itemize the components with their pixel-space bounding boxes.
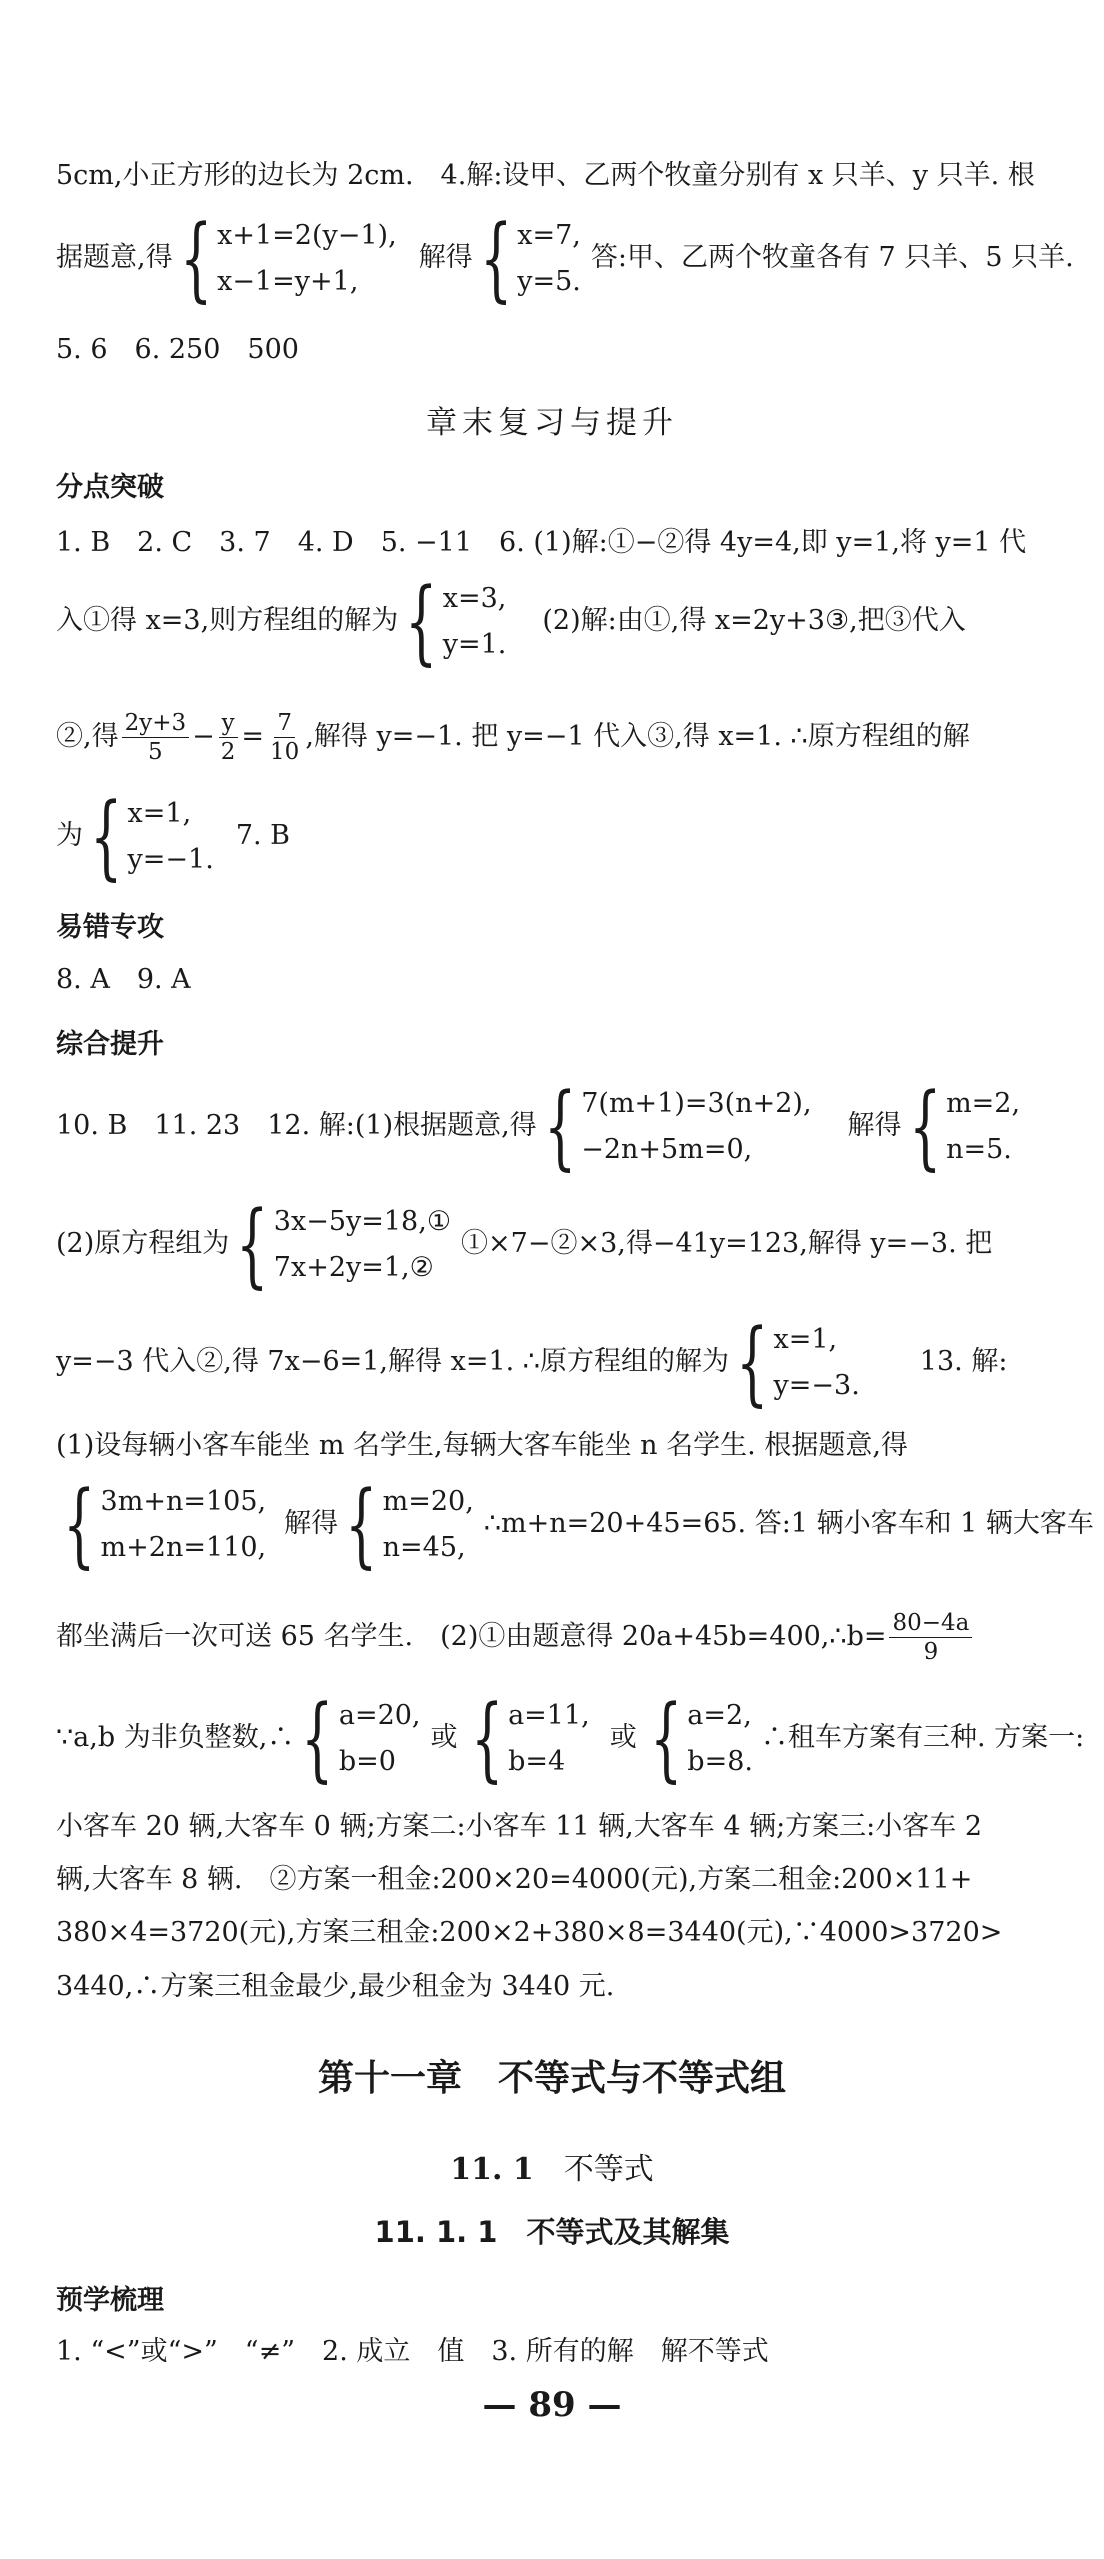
text-line-6	[56, 567, 966, 675]
equation-row: x=1,	[773, 1323, 838, 1355]
equation-row: n=45,	[382, 1531, 466, 1563]
text-line-15: (1)设每辆小客车能坐 m 名学生,每辆大客车能坐 n 名学生. 根据题意,得	[56, 1430, 908, 1461]
heading-yicuo: 易错专攻	[56, 912, 164, 943]
page-number: — 89 —	[482, 2385, 622, 2425]
fraction-denominator: 5	[148, 739, 163, 765]
equation-row: b=8.	[687, 1745, 753, 1777]
equation-row: a=20,	[338, 1699, 421, 1731]
text-segment: 解得	[847, 1110, 902, 1141]
equation-row: 3x−5y=18,①	[273, 1205, 452, 1237]
text-line-14	[56, 1308, 1008, 1416]
equation-system: { x=3, y=1.	[405, 567, 507, 675]
text-segment: 都坐满后一次可送 65 名学生. (2)①由题意得 20a+45b=400,∴b=	[56, 1621, 887, 1652]
text-line-19: 小客车 20 辆,大客车 0 辆;方案二:小客车 11 辆,大客车 4 辆;方案三:小客车 2	[56, 1811, 983, 1842]
equation-row: 7x+2y=1,②	[273, 1251, 434, 1283]
section-name: 不等式	[563, 2152, 654, 2187]
text-line-17	[56, 1607, 975, 1667]
text-segment: 据题意,得	[56, 242, 173, 273]
subsection-title: 11. 1. 1 不等式及其解集	[374, 2215, 730, 2249]
equation-row: x=7,	[517, 219, 581, 251]
equation-row: m+2n=110,	[100, 1531, 267, 1563]
equation-row: −2n+5m=0,	[581, 1133, 753, 1165]
text-line-27: 1. “<”或“>” “≠” 2. 成立 值 3. 所有的解 解不等式	[56, 2336, 769, 2367]
equation-row: a=2,	[687, 1699, 752, 1731]
fraction-numerator: 7	[274, 709, 295, 738]
fraction	[122, 709, 190, 766]
fraction-denominator: 2	[220, 739, 236, 765]
fraction-denominator: 9	[923, 1639, 939, 1665]
equation-system: { m=20, n=45,	[345, 1470, 474, 1578]
equation-row: y=1.	[442, 628, 507, 660]
equation-row: m=2,	[946, 1087, 1021, 1119]
fraction	[889, 1609, 972, 1666]
text-line-1: 5cm,小正方形的边长为 2cm. 4.解:设甲、乙两个牧童分别有 x 只羊、y 只羊. 根	[56, 160, 1035, 191]
section-number: 11. 1	[450, 2152, 534, 2187]
text-line-8	[56, 782, 290, 890]
text-segment: 解得	[284, 1508, 339, 1539]
equation-system: { a=20, b=0	[301, 1684, 421, 1792]
equation-system: { x=1, y=−1.	[90, 782, 214, 890]
equation-row: b=4	[508, 1745, 566, 1777]
text-line-18	[56, 1684, 1085, 1792]
heading-zonghe: 综合提升	[56, 1029, 164, 1060]
heading-fendian: 分点突破	[56, 472, 164, 503]
text-line-3: 5. 6 6. 250 500	[56, 334, 299, 365]
fraction-numerator: y	[219, 709, 238, 738]
text-line-12	[56, 1072, 1021, 1180]
text-segment: ∴租车方案有三种. 方案一:	[760, 1722, 1085, 1753]
text-segment: 7. B	[235, 820, 290, 851]
equation-system: { x+1=2(y−1), x−1=y+1,	[179, 204, 397, 312]
text-line-5: 1. B 2. C 3. 7 4. D 5. −11 6. (1)解:①−②得 4y=4,即 y=1,将 y=1 代	[56, 527, 1027, 558]
text-segment: (2)原方程组为	[56, 1228, 230, 1259]
equation-row: m=20,	[382, 1485, 474, 1517]
text-line-20: 辆,大客车 8 辆. ②方案一租金:200×20=4000(元),方案二租金:200×11+	[56, 1864, 973, 1895]
fraction-denominator: 10	[270, 739, 300, 765]
fraction	[218, 709, 239, 766]
equation-system: { a=11, b=4	[470, 1684, 590, 1792]
equation-system: { x=1, y=−3.	[736, 1308, 860, 1416]
section-title-review: 章末复习与提升	[426, 405, 678, 441]
text-line-22: 3440,∴方案三租金最少,最少租金为 3440 元.	[56, 1971, 615, 2002]
equation-row: x−1=y+1,	[217, 265, 359, 297]
equation-system: { m=2, n=5.	[908, 1072, 1021, 1180]
fraction-numerator: 2y+3	[122, 709, 190, 738]
text-segment: 解得	[418, 242, 473, 273]
text-segment: −	[192, 721, 215, 752]
equation-row: y=−3.	[773, 1369, 860, 1401]
equation-row: a=11,	[508, 1699, 590, 1731]
fraction-numerator: 80−4a	[889, 1609, 972, 1638]
heading-yuxue: 预学梳理	[56, 2285, 164, 2316]
equation-row: x+1=2(y−1),	[217, 219, 397, 251]
equation-row: b=0	[338, 1745, 396, 1777]
text-segment: 答:甲、乙两个牧童各有 7 只羊、5 只羊.	[590, 242, 1074, 273]
text-segment: 为	[56, 820, 83, 851]
equation-row: x=1,	[127, 797, 192, 829]
text-segment: ∴m+n=20+45=65. 答:1 辆小客车和 1 辆大客车	[483, 1508, 1094, 1539]
equation-system: { a=2, b=8.	[649, 1684, 753, 1792]
text-segment: 或	[430, 1722, 458, 1753]
chapter-title: 第十一章 不等式与不等式组	[317, 2058, 786, 2099]
section-title	[0, 2144, 1104, 2188]
text-line-10: 8. A 9. A	[56, 964, 191, 995]
equation-row: 3m+n=105,	[100, 1485, 267, 1517]
equation-row: n=5.	[946, 1133, 1012, 1165]
fraction	[267, 709, 302, 766]
text-segment: ∵a,b 为非负整数,∴	[56, 1722, 295, 1753]
text-segment: 入①得 x=3,则方程组的解为	[56, 605, 399, 636]
equation-system: { 3x−5y=18,① 7x+2y=1,②	[236, 1190, 452, 1298]
text-segment: ①×7−②×3,得−41y=123,解得 y=−3. 把	[461, 1228, 993, 1259]
text-line-16	[56, 1470, 1094, 1578]
text-segment: (2)解:由①,得 x=2y+3③,把③代入	[542, 605, 966, 636]
text-line-13	[56, 1190, 993, 1298]
text-segment: ,解得 y=−1. 把 y=−1 代入③,得 x=1. ∴原方程组的解	[305, 721, 970, 752]
text-segment: 或	[609, 1722, 637, 1753]
equation-row: x=3,	[442, 582, 507, 614]
text-segment: 13. 解:	[919, 1346, 1008, 1377]
text-line-7	[56, 707, 970, 767]
equation-system: { 3m+n=105, m+2n=110,	[63, 1470, 267, 1578]
text-segment: 10. B 11. 23 12. 解:(1)根据题意,得	[56, 1110, 537, 1141]
equation-system: { 7(m+1)=3(n+2), −2n+5m=0,	[543, 1072, 812, 1180]
equation-row: 7(m+1)=3(n+2),	[581, 1087, 812, 1119]
text-segment: =	[241, 721, 265, 752]
text-line-2	[56, 204, 1074, 312]
equation-system: { x=7, y=5.	[479, 204, 581, 312]
text-line-21: 380×4=3720(元),方案三租金:200×2+380×8=3440(元),∵4000>3720>	[56, 1917, 1003, 1948]
equation-row: y=−1.	[127, 843, 214, 875]
equation-row: y=5.	[517, 265, 581, 297]
text-segment: ②,得	[56, 721, 119, 752]
text-segment: y=−3 代入②,得 7x−6=1,解得 x=1. ∴原方程组的解为	[56, 1346, 729, 1377]
